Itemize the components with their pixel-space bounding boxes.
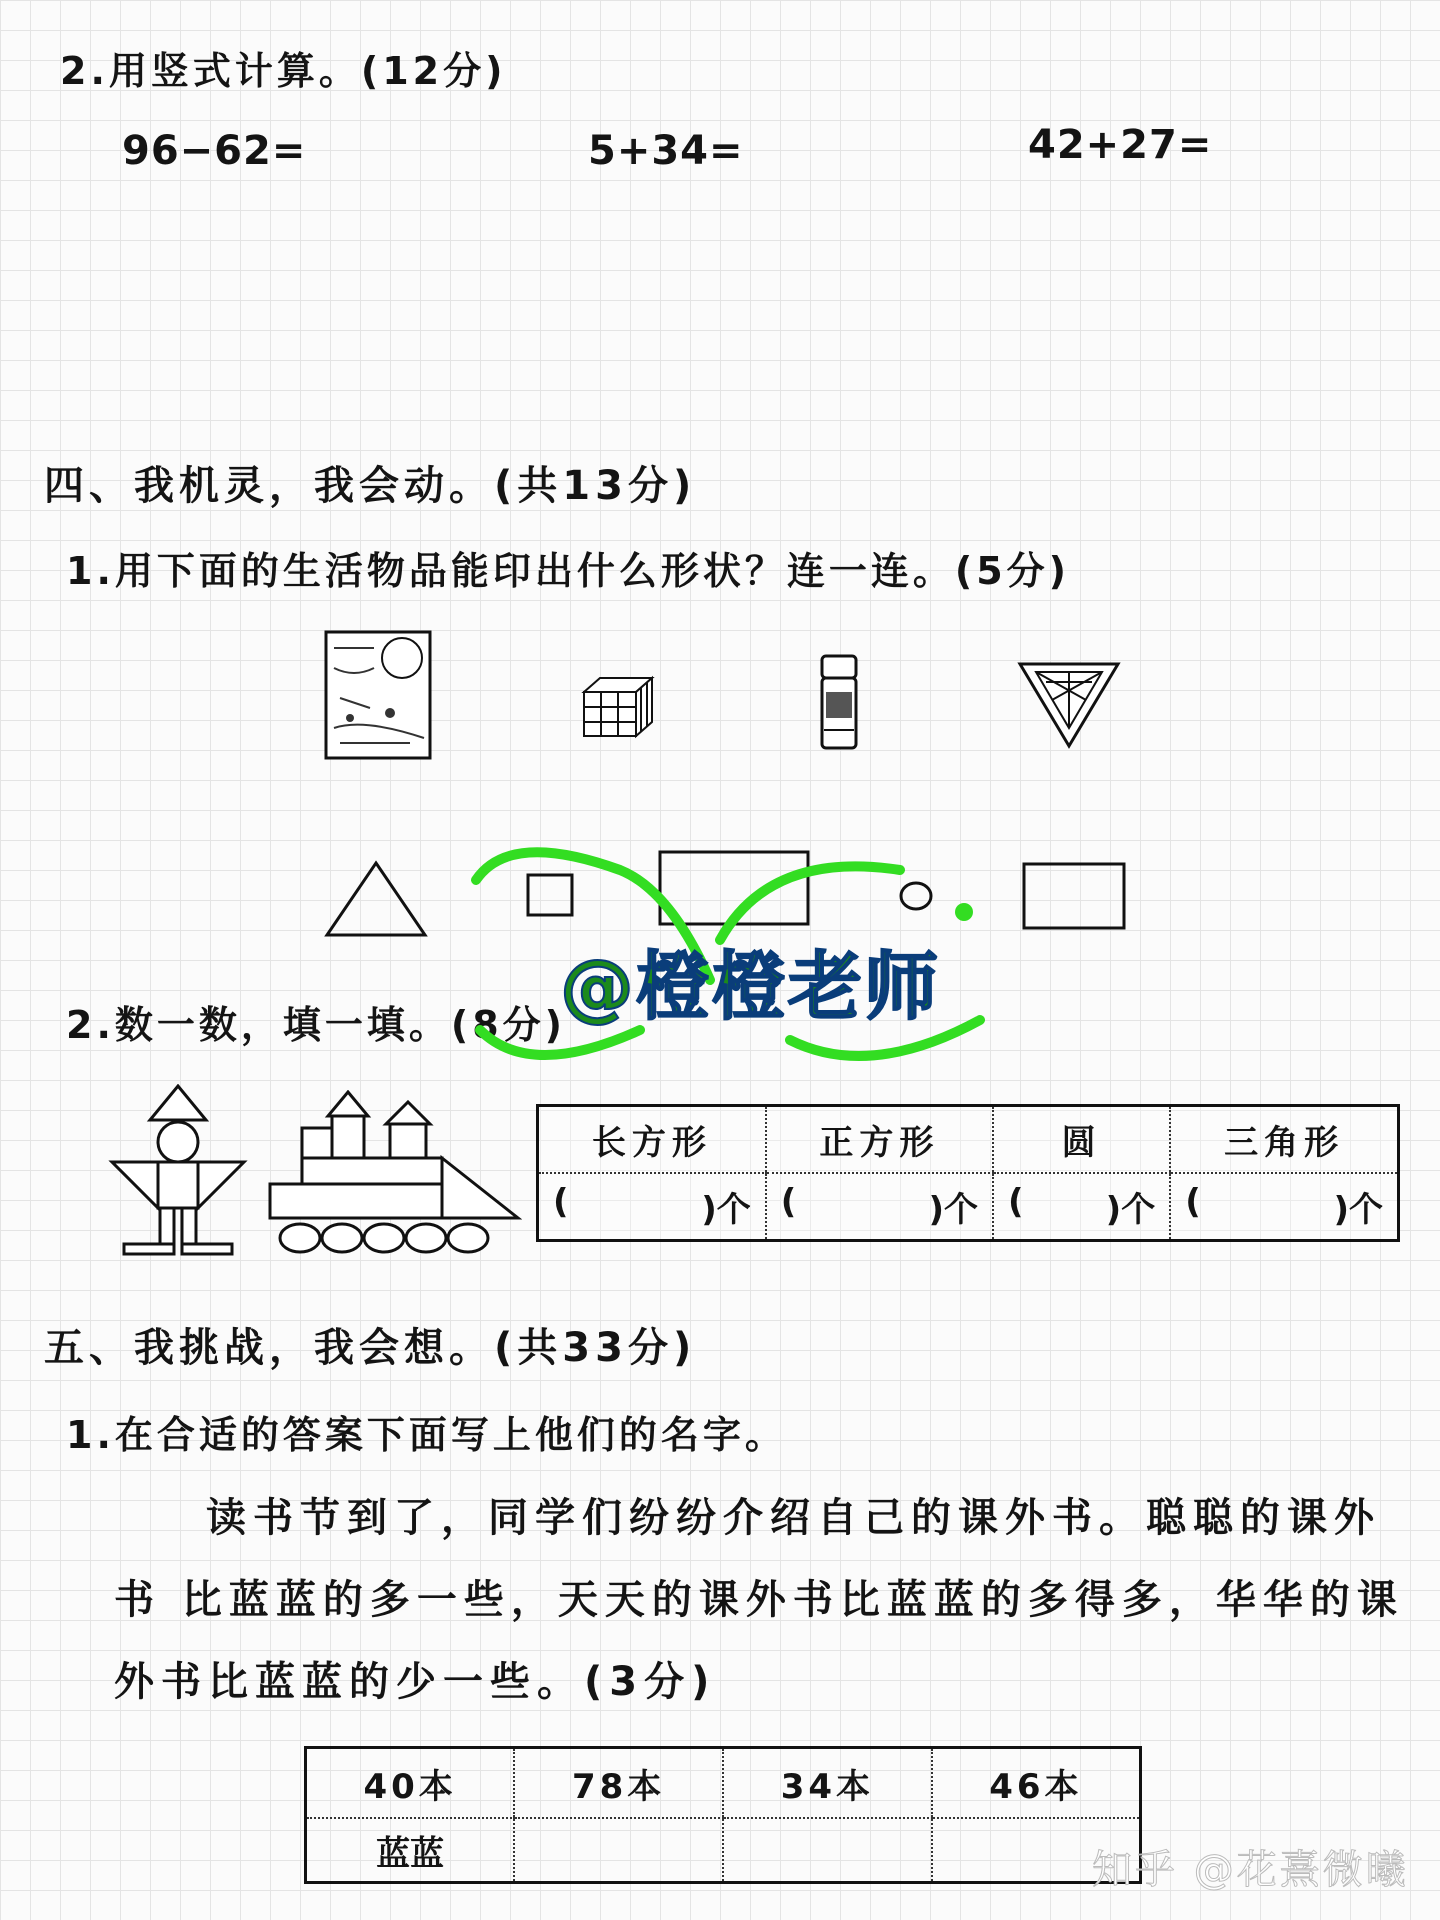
answer-rectangle[interactable]: ( )个 <box>553 1182 751 1230</box>
watermark-text: @橙橙老师 <box>560 944 940 1030</box>
equation-2: 5+34= <box>588 128 744 174</box>
shape-count-table <box>536 1104 1400 1242</box>
section-4-title: 四、我机灵，我会动。(共13分) <box>44 463 697 509</box>
answer-square[interactable]: ( )个 <box>766 1173 993 1241</box>
book-count-cell: 78本 <box>514 1748 723 1819</box>
name-cell[interactable]: 蓝蓝 <box>376 1833 445 1874</box>
book-count-cell: 46本 <box>932 1748 1141 1819</box>
equation-3: 42+27= <box>1028 122 1213 168</box>
rubiks-cube-icon <box>578 674 656 740</box>
tank-figure <box>266 1090 522 1256</box>
name-cell[interactable] <box>723 1818 932 1883</box>
name-cell[interactable] <box>514 1818 723 1883</box>
rectangle-shape <box>1022 862 1126 930</box>
glue-stick-icon <box>816 652 864 754</box>
triangle-shape <box>324 860 428 938</box>
header-square: 正方形 <box>766 1106 993 1174</box>
table-answer-row <box>538 1173 1399 1241</box>
paragraph-line-1: 读书节到了，同学们纷纷介绍自己的课外书。聪聪的课外 <box>206 1495 1381 1541</box>
header-rectangle: 长方形 <box>538 1106 766 1174</box>
book-count-cell: 40本 <box>306 1748 515 1819</box>
answer-circle[interactable]: ( )个 <box>993 1173 1170 1241</box>
paragraph-line-3: 外书比蓝蓝的少一些。(3分) <box>114 1659 717 1705</box>
question-4-2-title: 2.数一数，填一填。(8分) <box>66 1003 567 1047</box>
picture-book-icon <box>320 628 440 764</box>
answer-triangle[interactable]: ( )个 <box>1170 1173 1398 1241</box>
equation-1: 96−62= <box>122 128 307 174</box>
book-count-table <box>304 1746 1142 1884</box>
question-title-vertical-calc: 2.用竖式计算。(12分) <box>60 49 507 93</box>
header-triangle: 三角形 <box>1170 1106 1398 1174</box>
zhihu-watermark: 知乎 @花熹微曦 <box>1092 1847 1409 1893</box>
table-header-row <box>538 1106 1399 1174</box>
header-circle: 圆 <box>993 1106 1170 1174</box>
question-4-1-title: 1.用下面的生活物品能印出什么形状？连一连。(5分) <box>66 549 1071 593</box>
name-row <box>306 1818 1141 1883</box>
robot-figure <box>108 1084 248 1258</box>
book-count-cell: 34本 <box>723 1748 932 1819</box>
section-5-title: 五、我挑战，我会想。(共33分) <box>44 1325 697 1371</box>
question-5-1-title: 1.在合适的答案下面写上他们的名字。 <box>66 1413 787 1457</box>
book-count-row <box>306 1748 1141 1819</box>
triangle-puzzle-icon <box>1016 658 1122 750</box>
paragraph-line-2: 书 比蓝蓝的多一些，天天的课外书比蓝蓝的多得多，华华的课 <box>114 1577 1404 1623</box>
